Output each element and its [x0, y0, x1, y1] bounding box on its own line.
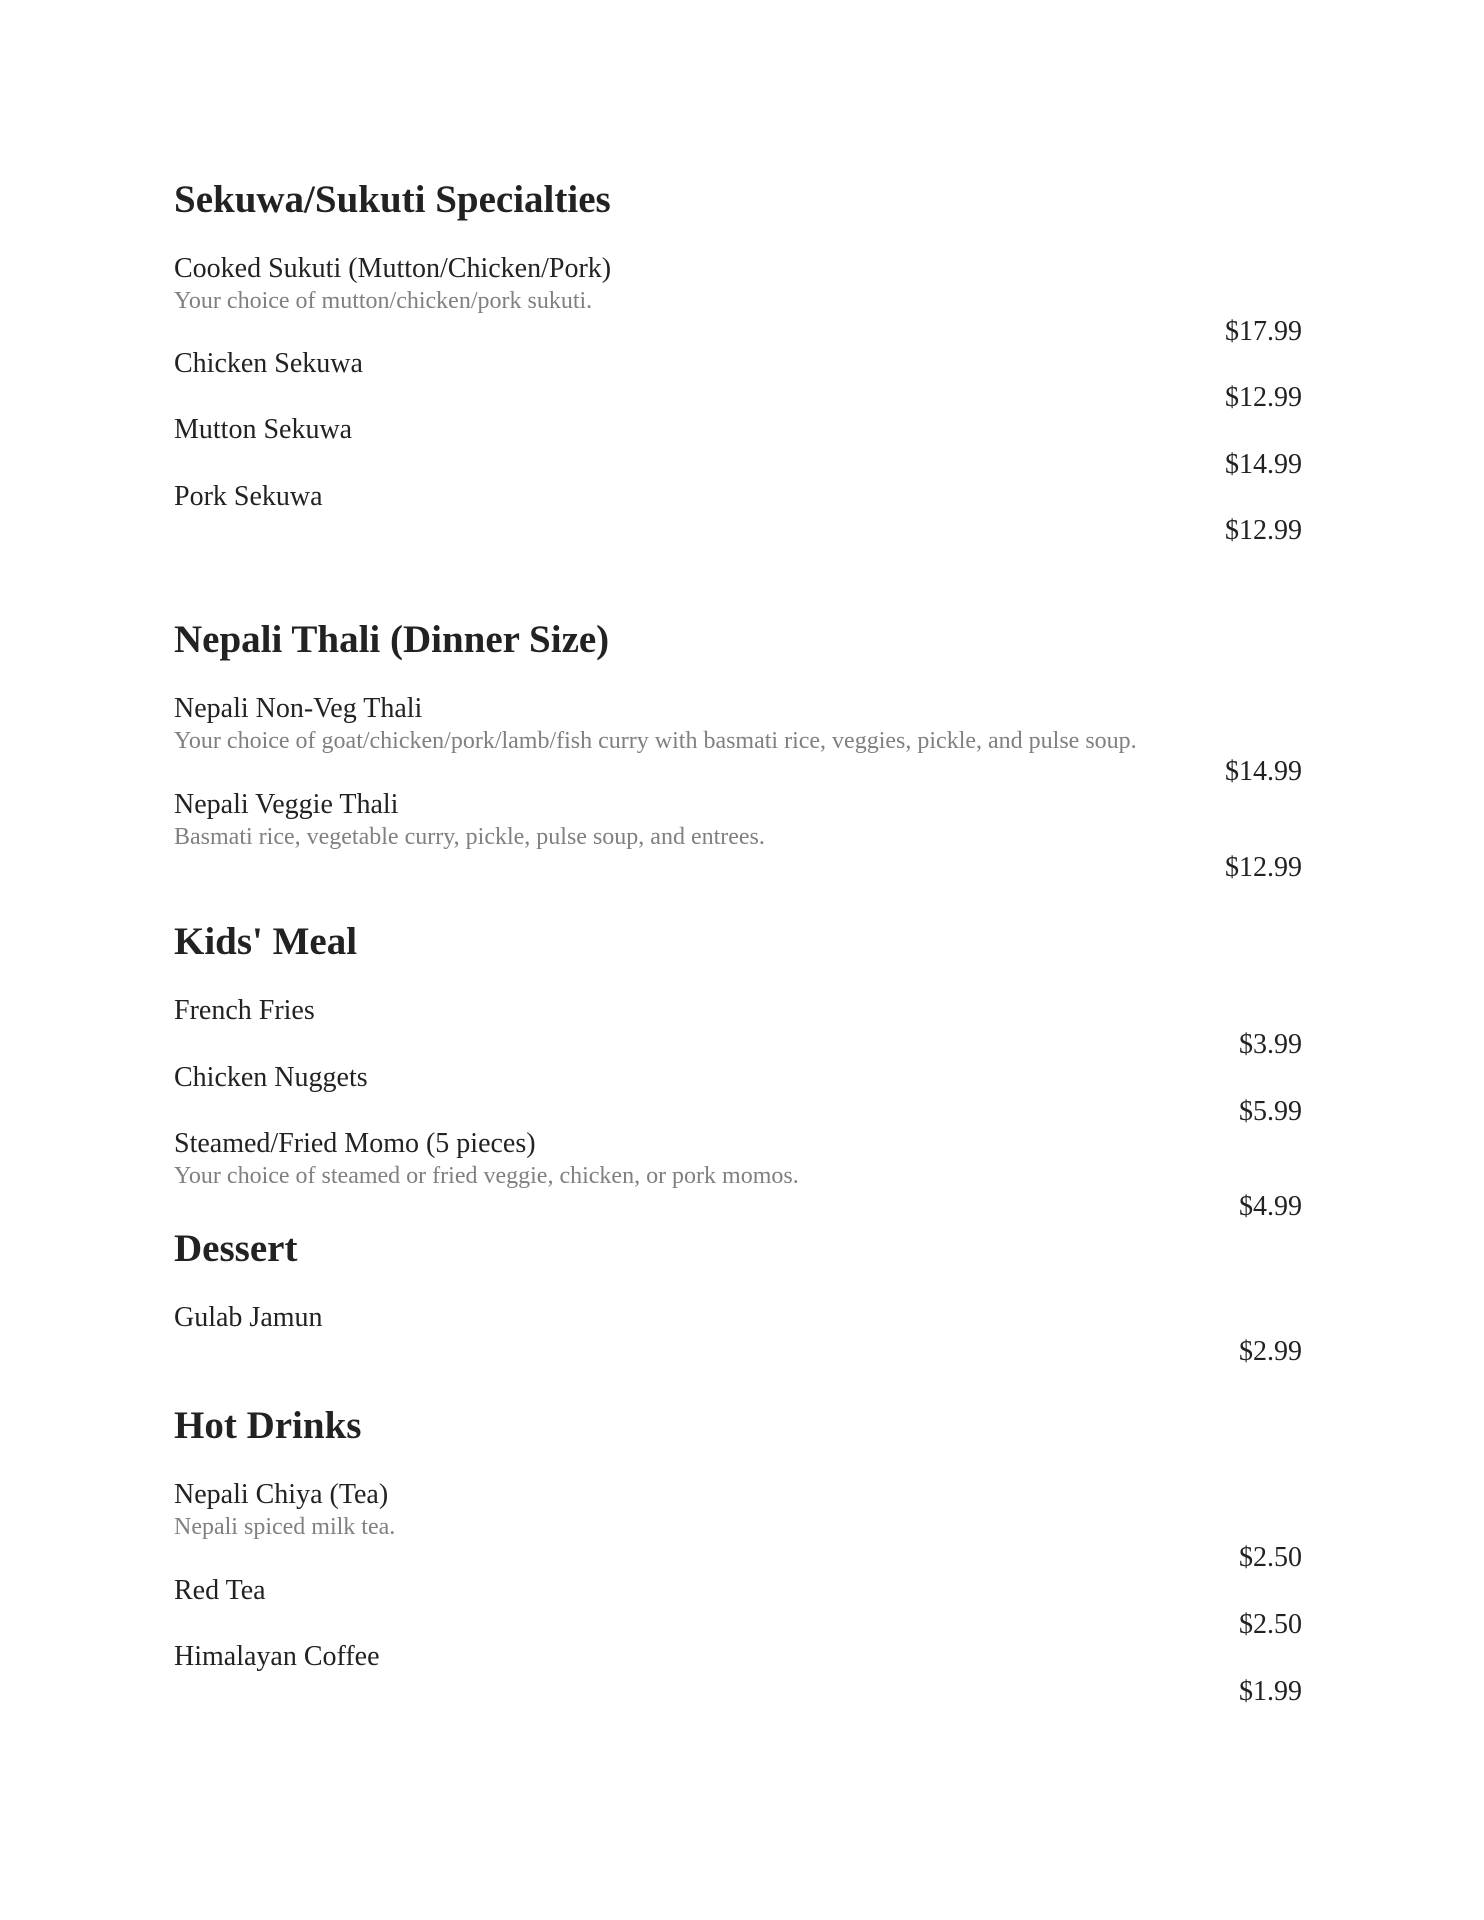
- menu-item-name: Chicken Sekuwa: [174, 348, 363, 379]
- menu-item-name: Pork Sekuwa: [174, 481, 323, 512]
- menu-item-price: $2.50: [1239, 1609, 1302, 1640]
- menu-item-name: Red Tea: [174, 1575, 266, 1606]
- menu-item-price: $17.99: [1225, 316, 1302, 347]
- menu-item-description: Your choice of goat/chicken/pork/lamb/fish curry with basmati rice, veggies, pickle, and pulse soup.: [174, 728, 1137, 754]
- menu-item-price: $1.99: [1239, 1676, 1302, 1707]
- menu-item-price: $12.99: [1225, 382, 1302, 413]
- menu-item-description: Your choice of steamed or fried veggie, chicken, or pork momos.: [174, 1163, 799, 1189]
- menu-item-name: Himalayan Coffee: [174, 1641, 380, 1672]
- menu-item-description: Nepali spiced milk tea.: [174, 1514, 396, 1540]
- menu-item-price: $4.99: [1239, 1191, 1302, 1222]
- section-heading: Nepali Thali (Dinner Size): [174, 618, 610, 661]
- menu-item-price: $2.50: [1239, 1542, 1302, 1573]
- menu-item-name: Cooked Sukuti (Mutton/Chicken/Pork): [174, 253, 612, 284]
- menu-item-name: Gulab Jamun: [174, 1302, 323, 1333]
- menu-item-price: $14.99: [1225, 756, 1302, 787]
- menu-item-name: Nepali Veggie Thali: [174, 789, 399, 820]
- section-heading: Kids' Meal: [174, 920, 358, 963]
- menu-item-name: Nepali Non-Veg Thali: [174, 693, 423, 724]
- menu-item-name: Nepali Chiya (Tea): [174, 1479, 389, 1510]
- menu-item-name: Steamed/Fried Momo (5 pieces): [174, 1128, 536, 1159]
- menu-item-price: $12.99: [1225, 515, 1302, 546]
- menu-item-price: $3.99: [1239, 1029, 1302, 1060]
- menu-item-name: Chicken Nuggets: [174, 1062, 368, 1093]
- menu-item-description: Your choice of mutton/chicken/pork sukuti.: [174, 288, 593, 314]
- menu-item-name: Mutton Sekuwa: [174, 414, 353, 445]
- section-heading: Hot Drinks: [174, 1404, 362, 1447]
- menu-item-description: Basmati rice, vegetable curry, pickle, pulse soup, and entrees.: [174, 824, 765, 850]
- menu-item-price: $2.99: [1239, 1336, 1302, 1367]
- menu-item-price: $12.99: [1225, 852, 1302, 883]
- section-heading: Sekuwa/Sukuti Specialties: [174, 178, 611, 221]
- section-heading: Dessert: [174, 1227, 298, 1270]
- menu-item-price: $5.99: [1239, 1096, 1302, 1127]
- menu-item-name: French Fries: [174, 995, 315, 1026]
- menu-item-price: $14.99: [1225, 449, 1302, 480]
